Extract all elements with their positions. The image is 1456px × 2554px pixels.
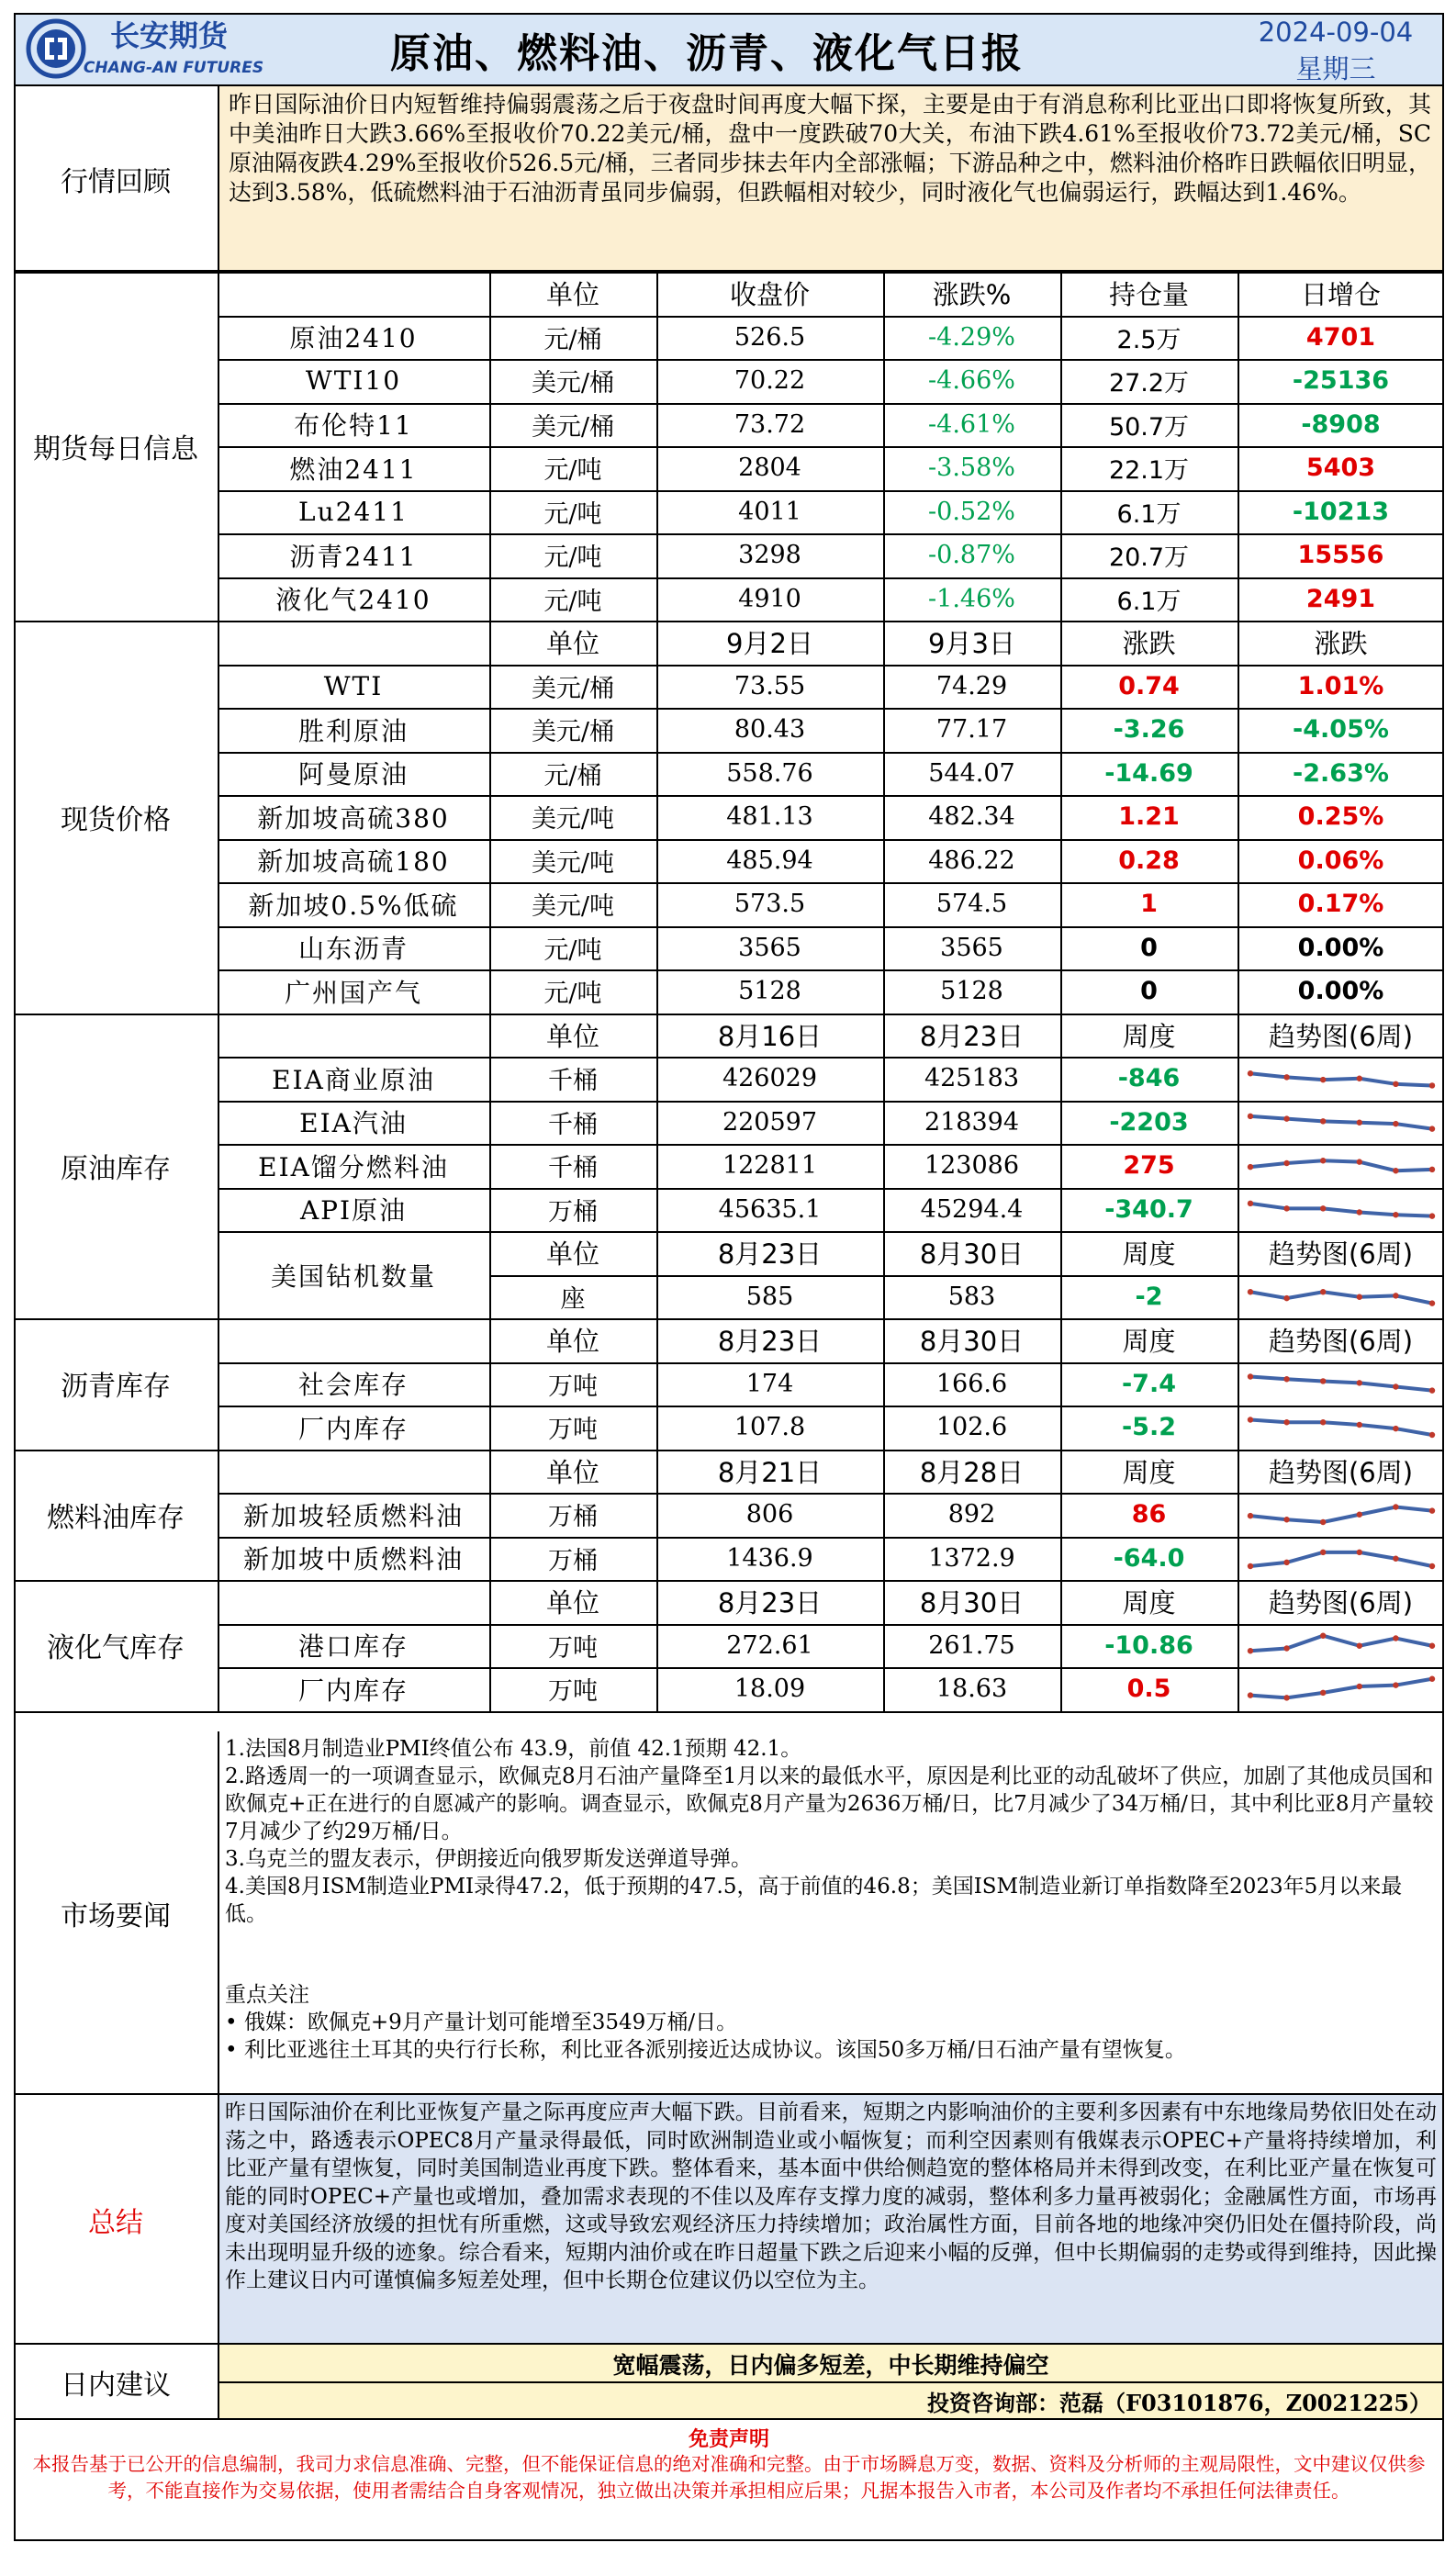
fuel-trend-chart-point [1248,1563,1253,1568]
rig-trend-chart-point [1283,1294,1289,1300]
futures-header-4: 持仓量 [1108,279,1189,311]
futures-header-2: 收盘价 [729,279,810,311]
futures-contract-name: Lu2411 [298,496,409,527]
lpg-trend-chart-point [1248,1648,1253,1653]
asphalt-trend-chart [1241,1366,1441,1403]
rig-trend-chart-point [1429,1300,1435,1305]
spot-price-curr: 486.22 [928,846,1015,875]
futures-open-interest: 2.5万 [1116,325,1182,354]
crude-trend-chart-line [1250,1203,1432,1215]
spot-change: 0.74 [1118,671,1180,700]
crude-header-1: 单位 [545,1020,599,1052]
futures-change-pct: -1.46% [928,584,1015,613]
news-item-3: 3.乌克兰的盟友表示，伊朗接近向俄罗斯发送弹道导弹。 [225,1847,752,1871]
focus-title: 重点关注 [225,1983,309,2007]
futures-open-interest: 27.2万 [1108,369,1190,398]
spot-price-prev: 485.94 [726,846,813,875]
spot-unit: 美元/桶 [531,674,615,703]
lpg-value-curr: 18.63 [935,1675,1008,1704]
spot-price-prev: 3565 [738,933,801,962]
futures-label: 期货每日信息 [33,433,198,465]
futures-unit: 元/吨 [543,499,602,529]
rig-trend-chart-line [1250,1292,1432,1303]
asphalt-trend-chart-point [1320,1419,1326,1425]
rig-header-3: 8月30日 [919,1238,1025,1271]
fuel-trend-chart-point [1320,1549,1326,1554]
fuel-item-name: 新加坡轻质燃料油 [242,1500,464,1531]
futures-unit: 元/吨 [543,543,602,573]
asphalt-trend-chart-point [1283,1376,1289,1382]
news-body [223,1733,1437,2093]
futures-open-interest: 6.1万 [1116,587,1182,616]
asphalt-weekly-change: -7.4 [1121,1369,1177,1398]
summary-text: 昨日国际油价在利比亚恢复产量之际再度应声大幅下跌。目前看来，短期之内影响油价的主要利多因素有中东地缘局势依旧处在动荡之中，路透表示OPEC8月产量录得最低，同时欧洲制造业或小幅恢复；而利空因素则有俄媒表示OPEC+产量将持续增加，利比亚产量有望恢复，同时美国制造业再度下跌。整体看来，基本面中供给侧趋宽的整体格局并未得到改变，在利比亚产量在恢复可能的同时OPEC+产量也或增加，叠加需求表现的不佳以及库存支撑力度的减弱，整体利多力量再被弱化；金融属性方面，市场再度对美国经济放缓的担忧有所重燃，这或导致宏观经济压力持续增加；政治属性方面，目前各地的地缘冲突仍旧处在僵持阶段，尚未出现明显升级的迹象。综合看来，短期内油价或在昨日超量下跌之后迎来小幅的反弹，但中长期偏弱的走势或得到维持，因此操作上建议日内可谨慎偏多短差处理，但中长期仓位建议仍以空位为主。 [225,2100,1437,2292]
spot-product-name: 新加坡高硫380 [257,802,450,834]
crude-trend-chart-point [1283,1115,1289,1121]
futures-close: 4910 [738,584,801,613]
rig-value-curr: 583 [947,1282,996,1311]
fuel-trend-chart [1241,1496,1441,1533]
crude-trend-chart-point [1320,1158,1326,1163]
report-title: 原油、燃料油、沥青、液化气日报 [390,30,1024,77]
report-weekday: 星期三 [1295,52,1376,84]
crude-trend-chart-point [1357,1119,1362,1125]
spot-price-curr: 544.07 [928,758,1015,788]
rig-weekly-change: -2 [1135,1282,1163,1311]
asphalt-header-1: 单位 [545,1326,599,1358]
crude-value-curr: 123086 [924,1151,1020,1181]
spot-change: -3.26 [1113,715,1185,745]
fuel-trend-chart-point [1429,1563,1435,1568]
fuel-trend-chart-point [1283,1517,1289,1522]
lpg-value-curr: 261.75 [928,1630,1015,1660]
crude-trend-chart-point [1357,1159,1362,1164]
spot-header-3: 9月3日 [928,628,1015,660]
rig-count-name: 美国钻机数量 [270,1260,436,1292]
spot-change: 0.28 [1118,846,1180,875]
crude-trend-chart-point [1248,1200,1253,1205]
fuel-value-curr: 892 [947,1500,996,1529]
focus-item-1: • 俄媒：欧佩克+9月产量计划可能增至3549万桶/日。 [225,2011,738,2034]
crude-value-prev: 122811 [722,1151,818,1181]
futures-header-3: 涨跌% [932,279,1012,311]
rig-trend-chart-point [1320,1289,1326,1294]
asphalt-value-prev: 107.8 [734,1413,806,1442]
futures-daily-add: -25136 [1292,366,1390,396]
spot-change-pct: 0.00% [1297,977,1384,1006]
crude-value-prev: 45635.1 [718,1194,822,1224]
spot-price-curr: 482.34 [928,802,1015,832]
asphalt-item-name: 社会库存 [297,1370,409,1401]
futures-daily-add: 2491 [1305,584,1376,613]
crude-header-5: 趋势图(6周) [1268,1020,1414,1052]
futures-change-pct: -3.58% [928,454,1015,483]
spot-change-pct: 0.25% [1297,802,1384,832]
crude-trend-chart [1241,1060,1441,1097]
fuel-header-4: 周度 [1122,1456,1176,1488]
crude-trend-chart-line [1250,1160,1432,1171]
fuel-trend-chart-point [1393,1504,1398,1509]
fuel-value-curr: 1372.9 [928,1543,1015,1573]
rig-trend-chart-point [1357,1294,1362,1299]
focus-item-2: • 利比亚逃往土耳其的央行行长称，利比亚各派别接近达成协议。该国50多万桶/日石油产量有望恢复。 [225,2038,1186,2062]
lpg-item-name: 厂内库存 [297,1675,409,1706]
spot-header-5: 涨跌 [1314,628,1368,660]
spot-change-pct: 0.06% [1297,846,1384,875]
crude-weekly-change: -846 [1117,1064,1181,1093]
futures-daily-add: 5403 [1305,454,1376,483]
asphalt-value-prev: 174 [745,1369,794,1398]
futures-unit: 元/吨 [543,587,602,616]
lpg-trend-chart-line [1250,1679,1432,1698]
crude-trend-chart-point [1357,1209,1362,1215]
fuel-unit: 万桶 [548,1546,598,1575]
rig-trend-chart [1241,1279,1441,1316]
asphalt-trend-chart-point [1283,1419,1289,1425]
lpg-trend-chart [1241,1628,1441,1664]
futures-close: 3298 [738,541,801,570]
crude-trend-chart-point [1393,1081,1398,1087]
lpg-value-prev: 272.61 [726,1630,813,1660]
crude-value-curr: 218394 [924,1107,1020,1137]
futures-contract-name: 沥青2411 [289,541,418,572]
crude-trend-chart-point [1320,1205,1326,1211]
company-name-cn: 长安期货 [109,18,228,53]
futures-open-interest: 6.1万 [1116,499,1182,529]
crude-item-name: API原油 [299,1195,408,1227]
asphalt-trend-chart-point [1320,1378,1326,1383]
futures-close: 526.5 [734,322,806,352]
lpg-weekly-change: -10.86 [1104,1630,1193,1660]
crude-weekly-change: 275 [1123,1151,1175,1181]
lpg-trend-chart-point [1429,1676,1435,1682]
futures-daily-add: -10213 [1292,497,1390,526]
crude-trend-chart-point [1248,1164,1253,1170]
lpg-header-4: 周度 [1122,1587,1176,1619]
lpg-label: 液化气库存 [47,1632,185,1665]
crude-trend-chart-point [1248,1113,1253,1118]
futures-unit: 元/桶 [543,325,602,354]
lpg-header-2: 8月23日 [717,1587,823,1619]
fuel-trend-chart-line [1250,1507,1432,1523]
advice-label: 日内建议 [61,2369,171,2402]
crude-value-prev: 426029 [722,1064,818,1093]
futures-open-interest: 22.1万 [1108,456,1190,486]
crude-trend-chart-point [1429,1126,1435,1131]
crude-trend-chart-point [1393,1120,1398,1126]
spot-change-pct: 1.01% [1297,671,1384,700]
futures-contract-name: 原油2410 [289,323,418,354]
crude-header-3: 8月23日 [919,1020,1025,1052]
fuel-value-prev: 1436.9 [726,1543,813,1573]
crude-weekly-change: -2203 [1109,1107,1189,1137]
rig-trend-chart-point [1248,1289,1253,1294]
crude-trend-chart-point [1393,1212,1398,1217]
spot-price-prev: 558.76 [726,758,813,788]
news-item-2: 2.路透周一的一项调查显示，欧佩克8月石油产量降至1月以来的最低水平，原因是利比亚的动乱破坏了供应，加剧了其他成员国和欧佩克+正在进行的自愿减产的影响。调查显示，欧佩克8月产量为2636万桶/日，比7月减少了34万桶/日，其中利比亚8月产量较7月减少了约29万桶/日。 [225,1764,1434,1843]
report-date: 2024-09-04 [1258,17,1414,48]
rig-unit: 座 [560,1284,586,1314]
lpg-trend-chart-line [1250,1635,1432,1651]
lpg-trend-chart-point [1357,1684,1362,1689]
fuel-trend-chart-point [1357,1512,1362,1518]
spot-change-pct: 0.17% [1297,890,1384,919]
crude-trend-chart-point [1248,1070,1253,1076]
spot-price-prev: 5128 [738,977,801,1006]
spot-unit: 美元/桶 [531,718,615,747]
spot-price-prev: 80.43 [734,715,806,745]
asphalt-weekly-change: -5.2 [1121,1413,1177,1442]
asphalt-value-curr: 166.6 [935,1369,1008,1398]
lpg-header-5: 趋势图(6周) [1268,1587,1414,1619]
spot-product-name: 山东沥青 [297,934,409,965]
news-item-1: 1.法国8月制造业PMI终值公布 43.9，前值 42.1预期 42.1。 [225,1737,802,1761]
crude-item-name: EIA馏分燃料油 [258,1151,449,1182]
spot-unit: 元/吨 [543,935,602,965]
spot-change-pct: 0.00% [1297,933,1384,962]
futures-contract-name: 液化气2410 [275,585,431,616]
crude-trend-chart-point [1429,1082,1435,1088]
spot-change-pct: -2.63% [1293,758,1389,788]
spot-price-prev: 481.13 [726,802,813,832]
lpg-unit: 万吨 [548,1633,598,1663]
crude-trend-chart [1241,1192,1441,1228]
lpg-unit: 万吨 [548,1677,598,1707]
lpg-trend-chart-point [1393,1682,1398,1687]
futures-close: 70.22 [734,366,806,396]
spot-price-prev: 573.5 [734,890,806,919]
asphalt-label: 沥青库存 [61,1371,171,1404]
asphalt-header-4: 周度 [1122,1326,1176,1358]
disclaimer-text: 本报告基于已公开的信息编制，我司力求信息准确、完整，但不能保证信息的绝对准确和完整。由于市场瞬息万变，数据、资料及分析师的主观局限性，文中建议仅供参考，不能直接作为交易依据，使用者需结合自身客观情况，独立做出决策并承担相应后果；凡据本报告入市者，本公司及作者均不承担任何法律责任。 [32,2453,1426,2502]
asphalt-trend-chart-point [1248,1417,1253,1422]
lpg-trend-chart-point [1429,1642,1435,1648]
futures-change-pct: -4.66% [928,366,1015,396]
fuel-weekly-change: 86 [1131,1500,1167,1529]
lpg-weekly-change: 0.5 [1126,1675,1171,1704]
rig-header-2: 8月23日 [717,1238,823,1271]
futures-header-1: 单位 [545,279,599,311]
lpg-trend-chart-point [1283,1645,1289,1651]
asphalt-trend-chart-line [1250,1376,1432,1390]
review-label: 行情回顾 [61,166,171,198]
lpg-value-prev: 18.09 [734,1675,806,1704]
lpg-trend-chart-point [1283,1695,1289,1700]
lpg-item-name: 港口库存 [297,1631,409,1663]
fuel-item-name: 新加坡中质燃料油 [242,1544,464,1575]
crude-trend-chart-point [1283,1205,1289,1211]
crude-trend-chart-point [1320,1118,1326,1124]
advice-text: 宽幅震荡，日内偏多短差，中长期维持偏空 [612,2352,1049,2379]
crude-trend-chart-point [1393,1168,1398,1173]
crude-unit: 万桶 [548,1197,598,1227]
spot-product-name: WTI [323,670,384,701]
fuel-weekly-change: -64.0 [1113,1543,1185,1573]
spot-product-name: 新加坡0.5%低硫 [248,890,459,921]
crude-trend-chart [1241,1104,1441,1141]
spot-unit: 元/桶 [543,761,602,790]
fuel-trend-chart-point [1283,1559,1289,1564]
spot-header-2: 9月2日 [726,628,813,660]
news-item-4: 4.美国8月ISM制造业PMI录得47.2，低于预期的47.5，高于前值的46.8；美国ISM制造业新订单指数降至2023年5月以来最低。 [225,1875,1403,1926]
crude-value-prev: 220597 [722,1107,818,1137]
spot-price-curr: 77.17 [935,715,1008,745]
spot-product-name: 广州国产气 [284,977,422,1008]
fuel-trend-chart-line [1250,1551,1432,1565]
futures-unit: 美元/桶 [531,412,615,442]
spot-price-curr: 74.29 [935,671,1008,700]
lpg-trend-chart-point [1357,1642,1362,1648]
summary-label: 总结 [88,2207,143,2239]
crude-trend-chart-point [1429,1213,1435,1218]
asphalt-unit: 万吨 [548,1372,598,1401]
crude-trend-chart-point [1357,1076,1362,1081]
lpg-trend-chart-point [1320,1690,1326,1696]
crude-header-2: 8月16日 [717,1020,823,1052]
futures-header-5: 日增仓 [1300,279,1381,311]
asphalt-trend-chart-point [1393,1426,1398,1431]
futures-close: 2804 [738,454,801,483]
crude-value-curr: 45294.4 [920,1194,1024,1224]
futures-open-interest: 50.7万 [1108,412,1190,442]
crude-unit: 千桶 [548,1154,598,1183]
asphalt-header-2: 8月23日 [717,1326,823,1358]
fuel-trend-chart-point [1393,1555,1398,1561]
futures-change-pct: -4.29% [928,322,1015,352]
crude-trend-chart [1241,1148,1441,1184]
fuel-header-1: 单位 [545,1456,599,1488]
spot-product-name: 新加坡高硫180 [257,846,450,878]
crude-item-name: EIA商业原油 [272,1064,435,1095]
crude-trend-chart-point [1283,1074,1289,1080]
lpg-trend-chart-point [1248,1692,1253,1697]
asphalt-trend-chart-line [1250,1420,1432,1436]
lpg-header-1: 单位 [545,1587,599,1619]
spot-label: 现货价格 [61,803,171,836]
spot-unit: 美元/吨 [531,805,615,835]
futures-change-pct: -0.52% [928,497,1015,526]
fuel-unit: 万桶 [548,1503,598,1532]
asphalt-value-curr: 102.6 [935,1413,1008,1442]
crude-unit: 千桶 [548,1110,598,1139]
spot-change: -14.69 [1104,758,1193,788]
spot-change: 1 [1140,890,1158,919]
spot-price-curr: 574.5 [935,890,1008,919]
futures-unit: 美元/桶 [531,369,615,398]
spot-change-pct: -4.05% [1293,715,1389,745]
fuel-label: 燃料油库存 [47,1501,185,1534]
asphalt-trend-chart-point [1393,1383,1398,1389]
crude-label: 原油库存 [61,1152,171,1185]
spot-unit: 美元/吨 [531,848,615,878]
futures-change-pct: -4.61% [928,409,1015,439]
fuel-trend-chart-point [1248,1513,1253,1518]
spot-unit: 美元/吨 [531,892,615,922]
asphalt-header-5: 趋势图(6周) [1268,1326,1414,1358]
asphalt-trend-chart [1241,1409,1441,1446]
crude-trend-chart-point [1283,1160,1289,1166]
spot-product-name: 阿曼原油 [297,759,409,790]
futures-daily-add: 4701 [1305,322,1376,352]
asphalt-header-3: 8月30日 [919,1326,1025,1358]
fuel-header-2: 8月21日 [717,1456,823,1488]
spot-header-4: 涨跌 [1122,628,1176,660]
futures-open-interest: 20.7万 [1108,543,1190,573]
crude-weekly-change: -340.7 [1104,1194,1193,1224]
lpg-trend-chart-point [1393,1635,1398,1641]
futures-close: 4011 [738,497,801,526]
spot-price-curr: 3565 [940,933,1003,962]
crude-trend-chart-line [1250,1115,1432,1128]
spot-header-1: 单位 [545,628,599,660]
asphalt-trend-chart-point [1357,1422,1362,1428]
crude-trend-chart-line [1250,1073,1432,1085]
futures-close: 73.72 [734,409,806,439]
futures-unit: 元/吨 [543,456,602,486]
futures-contract-name: 燃油2411 [289,454,418,485]
spot-change: 1.21 [1118,802,1180,832]
spot-product-name: 胜利原油 [297,715,409,746]
spot-unit: 元/吨 [543,980,602,1009]
spot-price-prev: 73.55 [734,671,806,700]
asphalt-trend-chart-point [1357,1380,1362,1385]
news-label: 市场要闻 [61,1900,171,1932]
lpg-trend-chart-point [1320,1632,1326,1638]
lpg-trend-chart [1241,1671,1441,1708]
fuel-header-5: 趋势图(6周) [1268,1456,1414,1488]
crude-trend-chart-point [1320,1077,1326,1082]
crude-trend-chart-point [1429,1167,1435,1172]
review-text: 昨日国际油价日内短暂维持偏弱震荡之后于夜盘时间再度大幅下探，主要是由于有消息称利比亚出口即将恢复所致，其中美油昨日大跌3.66%至报收价70.22美元/桶，盘中一度跌破70大关，布油下跌4.61%至报收价73.72美元/桶，SC原油隔夜跌4.29%至报收价526.5元/桶，三者同步抹去年内全部涨幅；下游品种之中，燃料油价格昨日跌幅依旧明显，达到3.58%，低硫燃料油于石油沥青虽同步偏弱，但跌幅相对较少，同时液化气也偏弱运行，跌幅达到1.46%。 [229,91,1431,206]
asphalt-item-name: 厂内库存 [297,1413,409,1444]
asphalt-trend-chart-point [1248,1373,1253,1379]
fuel-trend-chart [1241,1540,1441,1577]
asphalt-trend-chart-point [1429,1432,1435,1438]
futures-contract-name: WTI10 [305,365,402,397]
futures-contract-name: 布伦特11 [294,410,413,442]
asphalt-unit: 万吨 [548,1416,598,1445]
rig-header-5: 趋势图(6周) [1268,1238,1414,1271]
spot-change: 0 [1140,933,1158,962]
futures-daily-add: 15556 [1297,541,1384,570]
spot-price-curr: 5128 [940,977,1003,1006]
rig-value-prev: 585 [745,1282,794,1311]
changan-logo-icon [26,18,86,79]
futures-change-pct: -0.87% [928,541,1015,570]
crude-item-name: EIA汽油 [299,1108,408,1139]
company-name-en: CHANG-AN FUTURES [83,59,264,77]
spot-change: 0 [1140,977,1158,1006]
asphalt-trend-chart-point [1429,1387,1435,1393]
consultant-info: 投资咨询部：范磊（F03101876，Z0021225） [926,2389,1431,2416]
fuel-trend-chart-point [1357,1549,1362,1554]
fuel-value-prev: 806 [745,1500,794,1529]
rig-trend-chart-point [1393,1293,1398,1298]
fuel-trend-chart-point [1320,1519,1326,1525]
crude-header-4: 周度 [1122,1020,1176,1052]
crude-unit: 千桶 [548,1067,598,1096]
fuel-header-3: 8月28日 [919,1456,1025,1488]
fuel-trend-chart-point [1429,1507,1435,1513]
disclaimer-title: 免责声明 [688,2426,769,2451]
crude-value-curr: 425183 [924,1064,1020,1093]
rig-header-4: 周度 [1122,1238,1176,1271]
futures-daily-add: -8908 [1301,409,1381,439]
rig-header-1: 单位 [545,1238,599,1271]
lpg-header-3: 8月30日 [919,1587,1025,1619]
